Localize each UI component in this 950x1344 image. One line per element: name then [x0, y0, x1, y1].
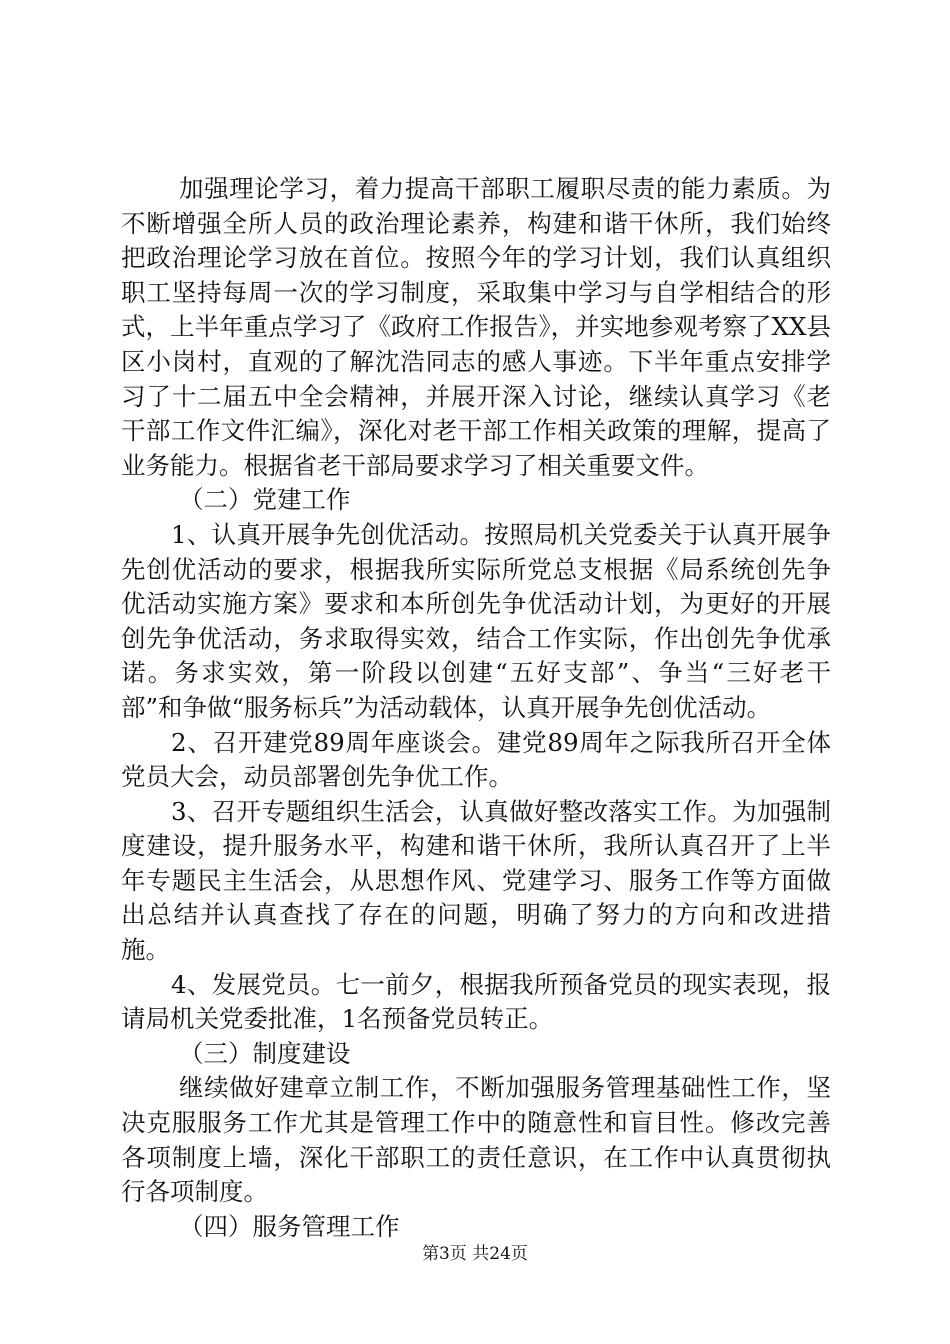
section-heading-service-management: （四）服务管理工作 — [179, 1211, 400, 1241]
section-heading-system-building: （三）制度建设 — [179, 1038, 351, 1068]
paragraph-item-2: 2、召开建党89周年座谈会。建党89周年之际我所召开全体党员大会，动员部署创先争优工作。 — [121, 727, 831, 792]
paragraph-system-building: 继续做好建章立制工作，不断加强服务管理基础性工作，坚决克服服务工作尤其是管理工作中的随意性和盲目性。修改完善各项制度上墙，深化干部职工的责任意识，在工作中认真贯彻执行各项制度。 — [121, 1073, 831, 1207]
paragraph-theory-study: 加强理论学习，着力提高干部职工履职尽责的能力素质。为不断增强全所人员的政治理论素养，构建和谐干休所，我们始终把政治理论学习放在首位。按照今年的学习计划，我们认真组织职工坚持每周一次的学习制度，采取集中学习与自学相结合的形式，上半年重点学习了《政府工作报告》，并实地参观考察了XX县区小岗村，直观的了解沈浩同志的感人事迹。下半年重点安排学习了十二届五中全会精神，并展开深入讨论，继续认真学习《老干部工作文件汇编》，深化对老干部工作相关政策的理解，提高了业务能力。根据省老干部局要求学习了相关重要文件。 — [121, 174, 831, 480]
paragraph-item-1: 1、认真开展争先创优活动。按照局机关党委关于认真开展争先创优活动的要求，根据我所实际所党总支根据《局系统创先争优活动实施方案》要求和本所创先争优活动计划，为更好的开展创先争优活动，务求取得实效，结合工作实际，作出创先争优承诺。务求实效，第一阶段以创建“五好支部”、争当“三好老干部”和争做“服务标兵”为活动载体，认真开展争先创优活动。 — [121, 519, 831, 722]
section-heading-party-building: （二）党建工作 — [179, 485, 351, 515]
document-body — [121, 172, 831, 1244]
paragraph-item-3: 3、召开专题组织生活会，认真做好整改落实工作。为加强制度建设，提升服务水平，构建和谐干休所，我所认真召开了上半年专题民主生活会，从思想作风、党建学习、服务工作等方面做出总结并认真查找了存在的问题，明确了努力的方向和改进措施。 — [121, 796, 831, 965]
page-footer: 第3页 共24页 — [422, 1244, 528, 1264]
paragraph-item-4: 4、发展党员。七一前夕，根据我所预备党员的现实表现，报请局机关党委批准，1名预备党员转正。 — [121, 969, 831, 1034]
